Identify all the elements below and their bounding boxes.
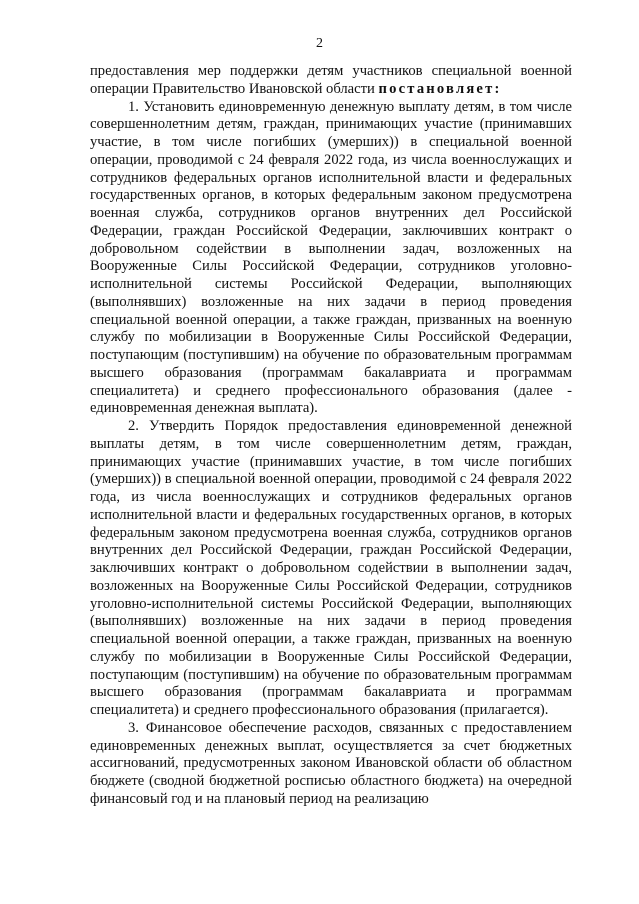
- intro-paragraph: [90, 63, 572, 99]
- document-body: [90, 63, 572, 809]
- paragraph-item-2: 2. Утвердить Порядок предоставления единовременной денежной выплаты детям, в том числе совершеннолетним детям, граждан, принимающих участие (принимавших участие, в том числе погибших (умерших)) в специальной военной операции, проводимой с 24 февраля 2022 года, из числа военнослужащих и сотрудников федеральных органов исполнительной власти и федеральных государственных органов, в которых федеральным законом предусмотрена военная служба, сотрудников органов внутренних дел Российской Федерации, граждан Российской Федерации, заключивших контракт о добровольном содействии в выполнении задач, возложенных на Вооруженные Силы Российской Федерации, сотрудников уголовно-исполнительной системы Российской Федерации, выполняющих (выполнявших) возложенные на них задачи в период проведения специальной военной операции, а также граждан, призванных на военную службу по мобилизации в Вооруженные Силы Российской Федерации, поступающим (поступившим) на обучение по образовательным программам высшего образования (программам бакалавриата и программам специалитета) и среднего профессионального образования (прилагается).: [90, 418, 572, 718]
- paragraph-item-1: 1. Установить единовременную денежную выплату детям, в том числе совершеннолетним детям, граждан, принимающих участие (принимавших участие, в том числе погибших (умерших)) в специальной военной операции, проводимой с 24 февраля 2022 года, из числа военнослужащих и сотрудников федеральных органов исполнительной власти и федеральных государственных органов, в которых федеральным законом предусмотрена военная служба, сотрудников органов внутренних дел Российской Федерации, граждан Российской Федерации, заключивших контракт о добровольном содействии в выполнении задач, возложенных на Вооруженные Силы Российской Федерации, сотрудников уголовно-исполнительной системы Российской Федерации, выполняющих (выполнявших) возложенные на них задачи в период проведения специальной военной операции, а также граждан, призванных на военную службу по мобилизации в Вооруженные Силы Российской Федерации, поступающим (поступившим) на обучение по образовательным программам высшего образования (программам бакалавриата и программам специалитета) и среднего профессионального образования (далее - единовременная денежная выплата).: [90, 98, 572, 417]
- resolution-keyword: постановляет:: [378, 80, 502, 97]
- paragraph-item-3: 3. Финансовое обеспечение расходов, связанных с предоставлением единовременных денежных выплат, осуществляется за счет бюджетных ассигнований, предусмотренных законом Ивановской области об областном бюджете (сводной бюджетной росписью областного бюджета) на очередной финансовый год и на плановый период на реализацию: [90, 719, 572, 807]
- page-number: 2: [316, 36, 323, 51]
- intro-text: предоставления мер поддержки детям участников специальной военной операции Правительство Ивановской области: [90, 63, 572, 97]
